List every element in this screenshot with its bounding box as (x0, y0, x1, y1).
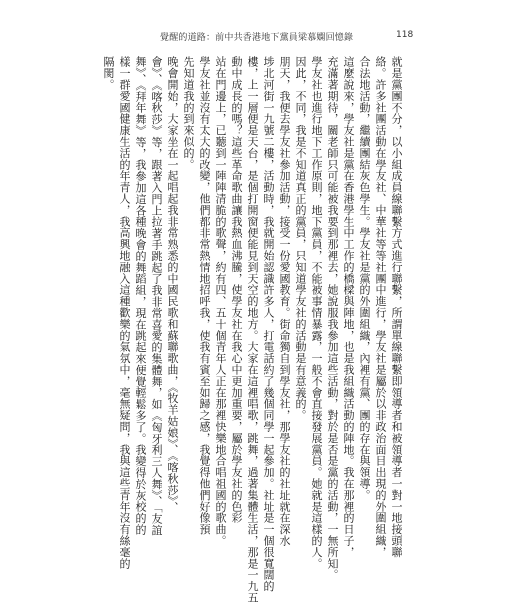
text-column: 晚會開始，大家坐在一起唱起我非常熟悉的中國民歌和蘇聯歌曲，《牧羊姑娘》、《喀秋莎》、 (166, 56, 179, 513)
text-column: 學友社也進行地下工作原則，地下黨員，不能被事情暴露，一般不會直接發展黨員。她就是這樣的人。 (310, 56, 323, 569)
text-column: 樓，上一層便是天台，是個打開窗便能見到天空的地方。大家在這裡唱歌，跳舞，過著集體生活，那是一九五 (246, 56, 259, 603)
text-column: 站在門邊上，已聽到一陣陣清脆的歌聲，約有四、五十個青年人正在那裡快樂地合唱祖國的歌曲。 (214, 56, 227, 547)
text-column: 動中成長的嗎？這些革命歌曲讓我熱血沸騰，使學友社在我心中更加重要，屬於學友社的色彩 (230, 56, 243, 524)
text-column: 這麼說來，學友社是黨在香港學生中工作的橋樑與陣地，也是我組織活動的陣地。我在那裡的日子， (342, 56, 355, 558)
text-column: 隔閡。 (102, 56, 115, 91)
text-column: 合法地活動，繼續團結灰色學生。學友社是黨的外圍組織，內裡有黨、團的存在與領導。 (358, 56, 371, 501)
text-column: 學友社並沒有太大的改變，他們都非常熱情地招呼我，使我有賓至如歸之感，我覺得他們好像預 (198, 56, 211, 535)
text-column: 朋天，我便去學友社參加活動，接受一份愛國教育。街命獨自到學友社，那學友社的社址就在深水 (278, 56, 291, 547)
text-column: 因此，不同，我是不知道真正的黨員，只知道學友社的活動是有意義的。 (294, 56, 307, 421)
text-column: 舞》、《拜年舞》等，我參加這各種晚會的舞蹈組，現在跳起來便覺輕鬆多了。我變得於灰校的的 (134, 56, 147, 536)
text-column: 就是黨團不分，以小組成員線聯繫方式進行聯繫，所謂單線聯繫即領導者和被領導者一對一地接頭聯 (390, 56, 403, 558)
text-column: 充滿著期待，關老師只可能被我要到那裡去，她說服我參加這些活動，對於是否是黨的活動，一無所知。 (326, 56, 339, 581)
running-title: 覺醒的道路：前中共香港地下黨員梁慕嫻回憶錄 (160, 33, 354, 43)
body-text (0, 56, 520, 603)
text-column: 先知道我的到來似的。 (182, 56, 195, 170)
text-column: 會》、《喀秋莎》等，跟著入門上拉著手跳起了我非常喜愛的集體舞，如《匈牙利三人舞》、「友誼 (150, 56, 163, 536)
text-column: 埗北河街一九號二樓，活動時，我就開始認識許多人，打電話約了幾個同學一起參加。社址是一個很寬闊的 (262, 56, 275, 592)
page-header (0, 30, 520, 46)
page-number: 118 (396, 30, 414, 40)
text-column: 絡。許多社團活動在學友社、中華社等等社團中進行，學友社是屬於以非政治面目出現的外圍組織， (374, 56, 387, 558)
text-column: 樣一群愛國健康生活的年青人，我高興地融入這種歡樂的氣氛中，毫無疑問，我與這些青年沒有絲毫的 (118, 56, 131, 569)
